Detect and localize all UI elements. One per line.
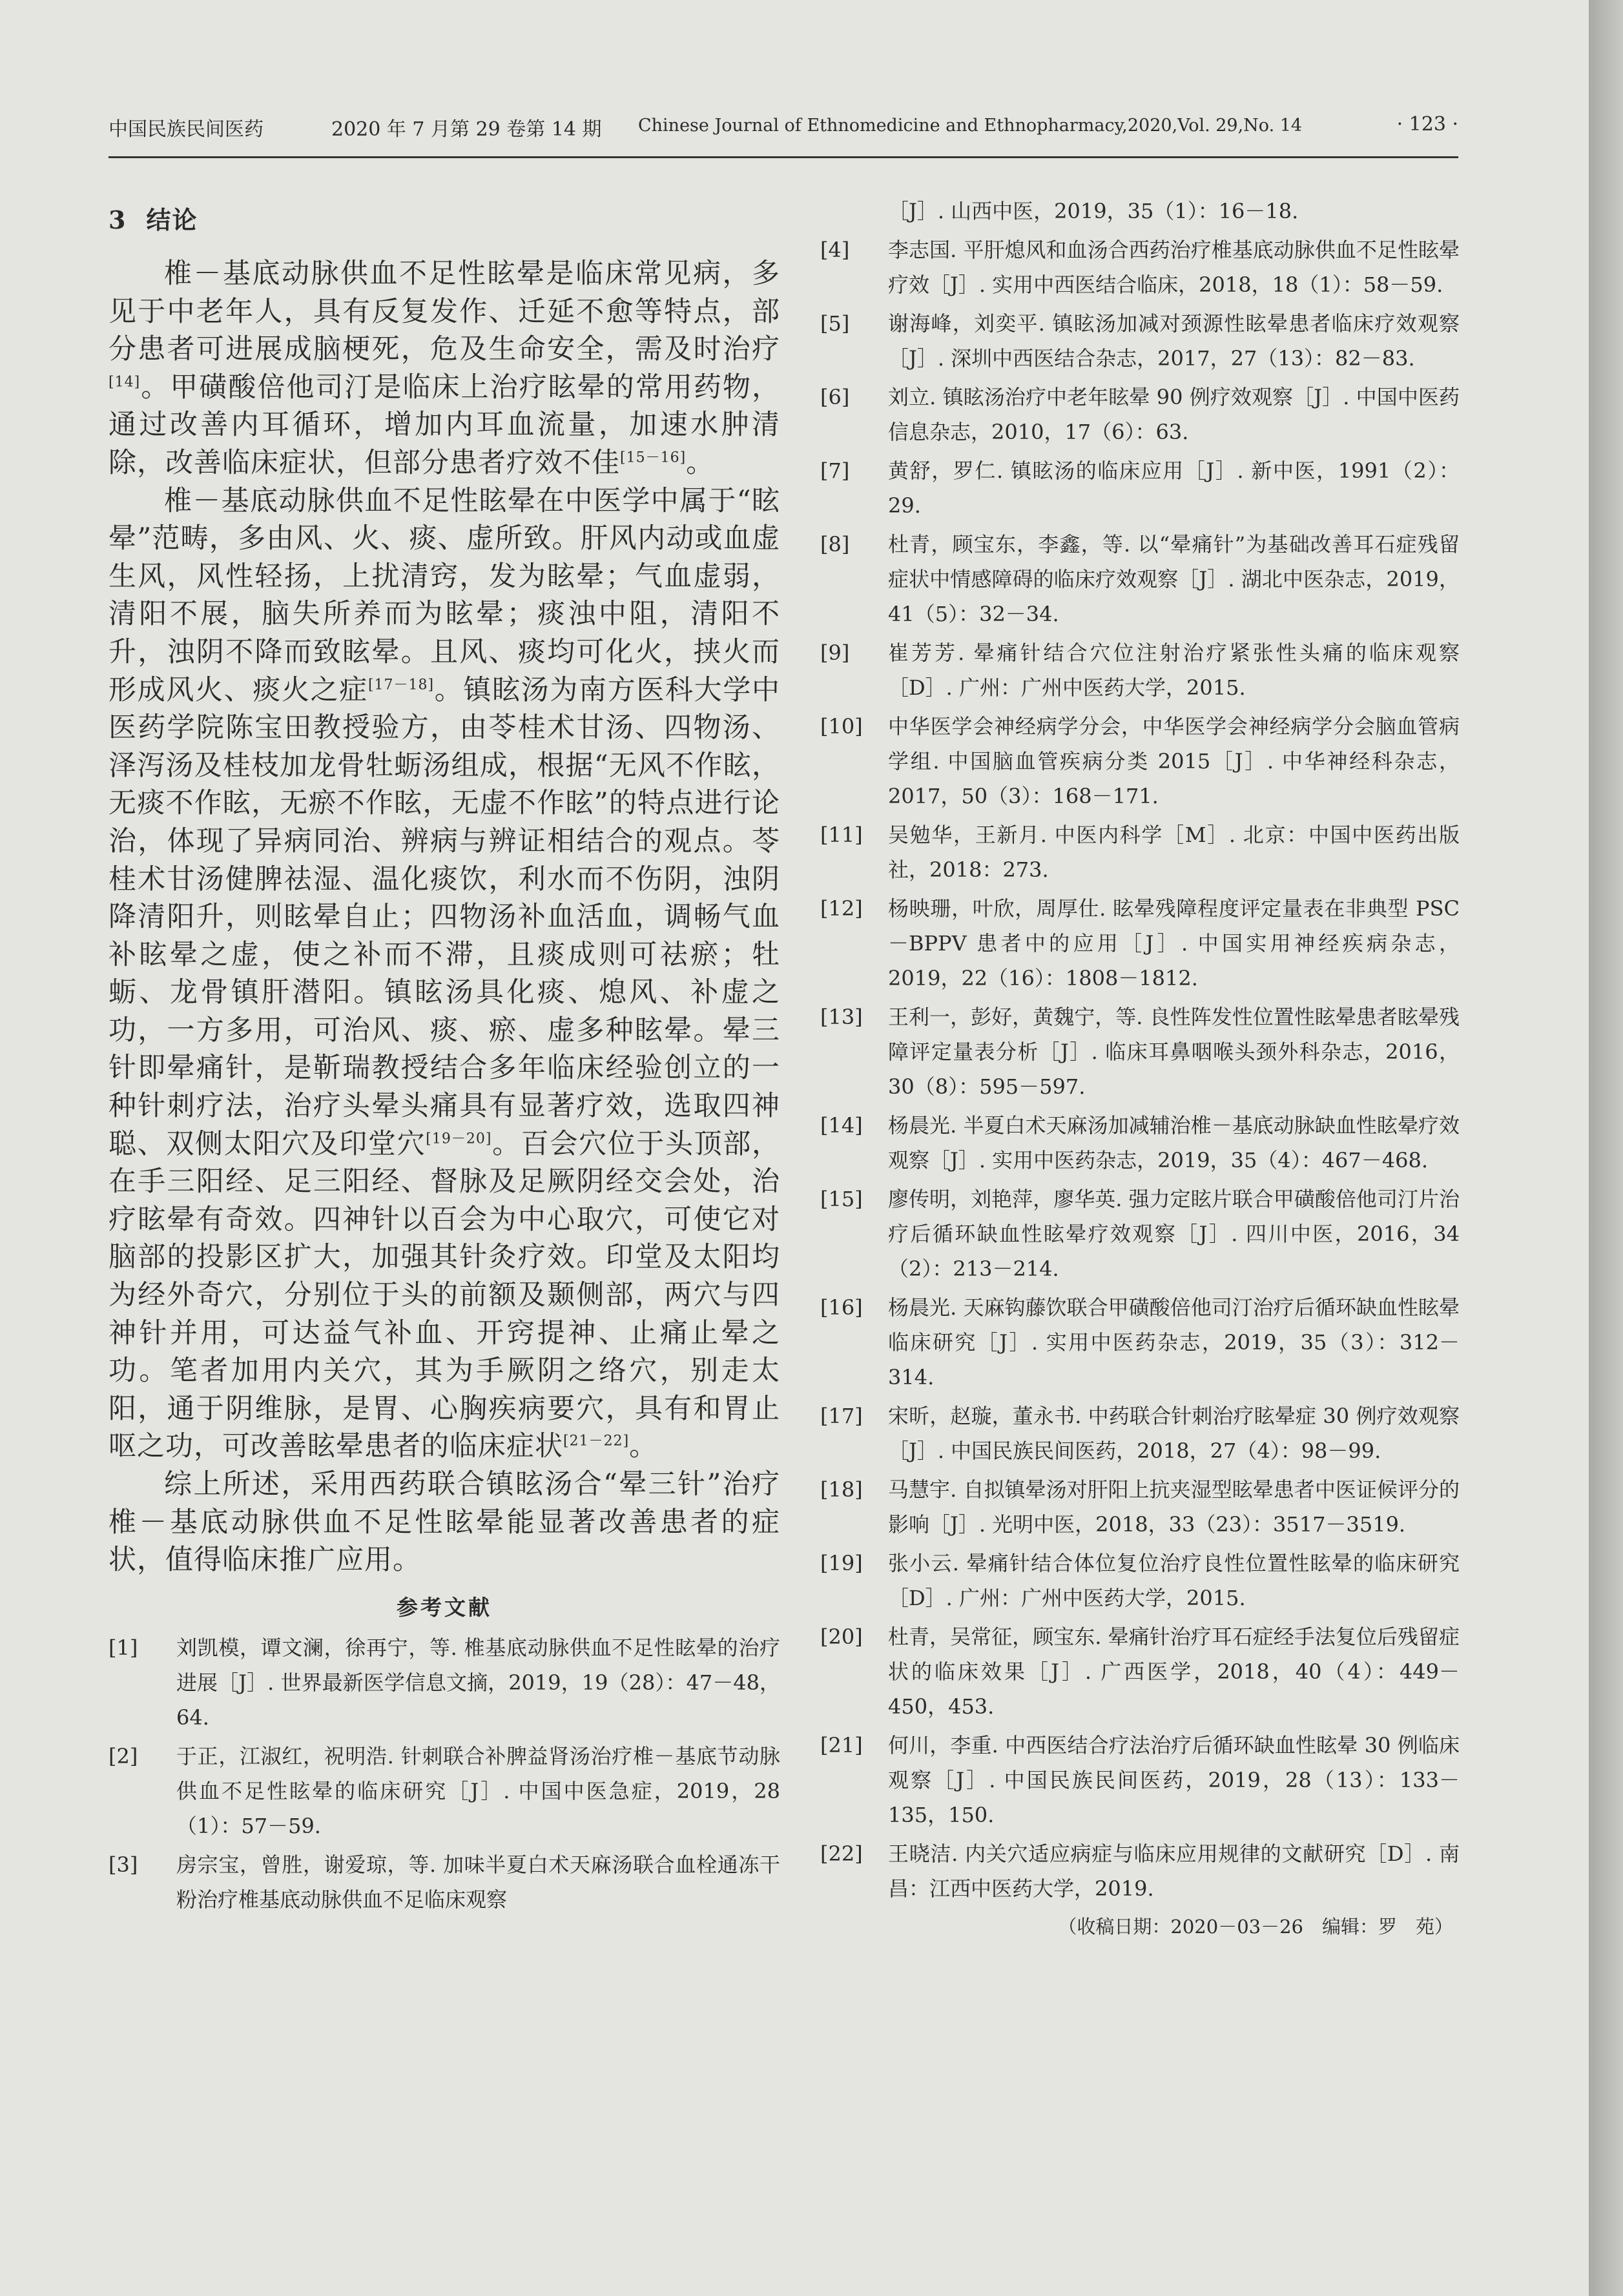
reference-number: [8] [820, 532, 850, 557]
reference-number: [15] [820, 1187, 863, 1211]
paragraph-text: 。甲磺酸倍他司汀是临床上治疗眩晕的常用药物，通过改善内耳循环，增加内耳血流量，加速水肿清除，改善临床症状，但部分患者疗效不佳 [109, 371, 780, 479]
reference-text: ［J］. 山西中医，2019，35（1）：16－18. [888, 199, 1299, 223]
reference-number: [6] [820, 385, 850, 409]
reference-text: 房宗宝，曾胜，谢爱琼，等. 加味半夏白术天麻汤联合血栓通冻干粉治疗椎基底动脉供血不足临床观察 [176, 1852, 780, 1912]
page-number: · 123 · [1396, 113, 1458, 136]
reference-text: 黄舒，罗仁. 镇眩汤的临床应用［J］. 新中医，1991（2）：29. [888, 458, 1460, 518]
references-heading: 参考文献 [397, 1594, 492, 1620]
reference-text: 崔芳芳. 晕痛针结合穴位注射治疗紧张性头痛的临床观察［D］. 广州：广州中医药大学，2015. [888, 641, 1460, 700]
reference-number: [13] [820, 1005, 863, 1029]
conclusion-paragraph-1 [109, 255, 780, 482]
reference-text: 杨晨光. 半夏白术天麻汤加减辅治椎－基底动脉缺血性眩晕疗效观察［J］. 实用中医药杂志，2019，35（4）：467－468. [888, 1113, 1460, 1173]
reference-item [109, 1847, 780, 1917]
reference-number: [14] [820, 1113, 863, 1138]
reference-item [820, 709, 1460, 814]
reference-number: [16] [820, 1295, 863, 1320]
reference-text: 中华医学会神经病学分会，中华医学会神经病学分会脑血管病学组. 中国脑血管疾病分类 2015［J］. 中华神经科杂志，2017，50（3）：168－171. [888, 714, 1460, 808]
reference-number: [11] [820, 823, 863, 847]
reference-number: [7] [820, 458, 850, 483]
reference-text: 杨映珊，叶欣，周厚仕. 眩晕残障程度评定量表在非典型 PSC－BPPV 患者中的应用［J］. 中国实用神经疾病杂志，2019，22（16）：1808－1812. [888, 896, 1460, 990]
reference-number: [22] [820, 1841, 863, 1866]
reference-text: 王利一，彭好，黄魏宁，等. 良性阵发性位置性眩晕患者眩晕残障评定量表分析［J］. 临床耳鼻咽喉头颈外科杂志，2016，30（8）：595－597. [888, 1005, 1460, 1099]
left-column [109, 194, 780, 1921]
reference-number: [12] [820, 896, 863, 921]
reference-item [820, 1182, 1460, 1286]
citation: [21－22] [563, 1433, 630, 1450]
reference-item [820, 1472, 1460, 1542]
conclusion-paragraph-3: 综上所述，采用西药联合镇眩汤合“晕三针”治疗椎－基底动脉供血不足性眩晕能显著改善患者的症状，值得临床推广应用。 [109, 1468, 780, 1577]
reference-item-continued [820, 194, 1460, 229]
reference-number: [1] [109, 1635, 138, 1660]
reference-item [820, 306, 1460, 376]
section-number: 3 [109, 205, 127, 234]
received-date-note: （收稿日期：2020－03－26 编辑：罗 苑） [1058, 1916, 1453, 1938]
reference-item [820, 527, 1460, 631]
reference-item [109, 1739, 780, 1843]
paragraph-text: 。 [629, 1430, 658, 1463]
reference-item [820, 999, 1460, 1104]
reference-text: 杜青，吴常征，顾宝东. 晕痛针治疗耳石症经手法复位后残留症状的临床效果［J］. 广西医学，2018，40（4）：449－450，453. [888, 1625, 1460, 1719]
reference-number: [19] [820, 1551, 863, 1575]
reference-text: 于正，江淑红，祝明浩. 针刺联合补脾益肾汤治疗椎－基底节动脉供血不足性眩晕的临床研究［J］. 中国中医急症，2019，28（1）：57－59. [176, 1743, 780, 1838]
reference-item [820, 891, 1460, 996]
reference-item [820, 1728, 1460, 1832]
reference-item [820, 453, 1460, 523]
reference-number: [17] [820, 1404, 863, 1428]
reference-item [820, 1290, 1460, 1395]
journal-issue: 2020 年 7 月第 29 卷第 14 期 [331, 118, 602, 141]
reference-text: 杜青，顾宝东，李鑫，等. 以“晕痛针”为基础改善耳石症残留症状中情感障碍的临床疗效观察［J］. 湖北中医杂志，2019，41（5）：32－34. [888, 532, 1460, 626]
reference-text: 刘立. 镇眩汤治疗中老年眩晕 90 例疗效观察［J］. 中国中医药信息杂志，2010，17（6）：63. [888, 385, 1460, 444]
section-heading [109, 200, 780, 236]
paragraph-text: 椎－基底动脉供血不足性眩晕在中医学中属于“眩晕”范畴，多由风、火、痰、虚所致。肝风内动或血虚生风，风性轻扬，上扰清窍，发为眩晕；气血虚弱，清阳不展，脑失所养而为眩晕；痰浊中阻，清阳不升，浊阴不降而致眩晕。且风、痰均可化火，挟火而形成风火、痰火之症 [109, 484, 780, 706]
reference-item [820, 1108, 1460, 1178]
journal-name: 中国民族民间医药 [109, 118, 264, 141]
section-title: 结论 [146, 205, 198, 234]
running-header [109, 113, 1458, 152]
reference-item [820, 1546, 1460, 1615]
reference-text: 廖传明，刘艳萍，廖华英. 强力定眩片联合甲磺酸倍他司汀片治疗后循环缺血性眩晕疗效观察［J］. 四川中医，2016，34（2）：213－214. [888, 1187, 1460, 1281]
reference-number: [10] [820, 714, 863, 739]
reference-item [109, 1630, 780, 1735]
citation: [14] [109, 374, 141, 391]
reference-item [820, 232, 1460, 302]
reference-item [820, 817, 1460, 887]
citation: [19－20] [426, 1131, 492, 1147]
reference-number: [3] [109, 1852, 138, 1877]
page-edge [1589, 0, 1623, 2296]
citation: [17－18] [367, 677, 435, 693]
reference-item [820, 1399, 1460, 1468]
paragraph-text: 。百会穴位于头顶部，在手三阳经、足三阳经、督脉及足厥阴经交会处，治疗眩晕有奇效。四神针以百会为中心取穴，可使它对脑部的投影区扩大，加强其针灸疗效。印堂及太阳均为经外奇穴，分别位于头的前额及颞侧部，两穴与四神针并用，可达益气补血、开窍提神、止痛止晕之功。笔者加用内关穴，其为手厥阴之络穴，别走太阳，通于阴维脉，是胃、心胸疾病要穴，具有和胃止呕之功，可改善眩晕患者的临床症状 [109, 1127, 781, 1463]
reference-number: [2] [109, 1743, 138, 1768]
reference-text: 李志国. 平肝熄风和血汤合西药治疗椎基底动脉供血不足性眩晕疗效［J］. 实用中西医结合临床，2018，18（1）：58－59. [888, 238, 1460, 297]
paragraph-text: 椎－基底动脉供血不足性眩晕是临床常见病，多见于中老年人，具有反复发作、迁延不愈等特点，部分患者可进展成脑梗死，危及生命安全，需及时治疗 [109, 258, 780, 366]
reference-number: [20] [820, 1625, 863, 1649]
reference-item [820, 380, 1460, 449]
reference-text: 张小云. 晕痛针结合体位复位治疗良性位置性眩晕的临床研究［D］. 广州：广州中医药大学，2015. [888, 1551, 1460, 1610]
reference-text: 吴勉华，王新月. 中医内科学［M］. 北京：中国中医药出版社，2018：273. [888, 823, 1460, 882]
journal-english-title: Chinese Journal of Ethnomedicine and Ethnopharmacy,2020,Vol. 29,No. 14 [638, 116, 1303, 136]
reference-number: [21] [820, 1733, 863, 1758]
reference-text: 刘凯模，谭文澜，徐再宁，等. 椎基底动脉供血不足性眩晕的治疗进展［J］. 世界最新医学信息文摘，2019，19（28）：47－48，64. [176, 1635, 780, 1730]
reference-text: 王晓洁. 内关穴适应病症与临床应用规律的文献研究［D］. 南昌：江西中医药大学，2019. [888, 1841, 1460, 1901]
citation: [15－16] [620, 449, 687, 466]
paragraph-text: 。镇眩汤为南方医科大学中医药学院陈宝田教授验方，由苓桂术甘汤、四物汤、泽泻汤及桂枝加龙骨牡蛎汤组成，根据“无风不作眩，无痰不作眩，无瘀不作眩，无虚不作眩”的特点进行论治，体现了异病同治、辨病与辨证相结合的观点。苓桂术甘汤健脾祛湿、温化痰饮，利水而不伤阴，浊阴降清阳升，则眩晕自止；四物汤补血活血，调畅气血补眩晕之虚，使之补而不滞，且痰成则可祛瘀；牡蛎、龙骨镇肝潜阳。镇眩汤具化痰、熄风、补虚之功，一方多用，可治风、痰、瘀、虚多种眩晕。晕三针即晕痛针，是靳瑞教授结合多年临床经验创立的一种针刺疗法，治疗头晕头痛具有显著疗效，选取四神聪、双侧太阳穴及印堂穴 [109, 673, 781, 1160]
reference-text: 杨晨光. 天麻钩藤饮联合甲磺酸倍他司汀治疗后循环缺血性眩晕临床研究［J］. 实用中医药杂志，2019，35（3）：312－314. [888, 1295, 1460, 1389]
reference-number: [4] [820, 238, 850, 262]
reference-number: [9] [820, 641, 850, 665]
reference-text: 谢海峰，刘奕平. 镇眩汤加减对颈源性眩晕患者临床疗效观察［J］. 深圳中西医结合杂志，2017，27（13）：82－83. [888, 311, 1460, 371]
reference-text: 何川，李重. 中西医结合疗法治疗后循环缺血性眩晕 30 例临床观察［J］. 中国民族民间医药，2019，28（13）：133－135，150. [888, 1733, 1460, 1827]
reference-item [820, 1836, 1460, 1906]
reference-item [820, 635, 1460, 705]
reference-text: 宋昕，赵璇，董永书. 中药联合针刺治疗眩晕症 30 例疗效观察［J］. 中国民族民间医药，2018，27（4）：98－99. [888, 1404, 1460, 1463]
conclusion-paragraph-2 [109, 482, 780, 1466]
reference-item [820, 1619, 1460, 1724]
reference-text: 马慧宇. 自拟镇晕汤对肝阳上抗夹湿型眩晕患者中医证候评分的影响［J］. 光明中医，2018，33（23）：3517－3519. [888, 1477, 1460, 1537]
reference-number: [18] [820, 1477, 863, 1502]
reference-number: [5] [820, 311, 850, 336]
header-rule [109, 156, 1458, 158]
right-column [820, 194, 1460, 1939]
paragraph-text: 。 [686, 446, 715, 479]
